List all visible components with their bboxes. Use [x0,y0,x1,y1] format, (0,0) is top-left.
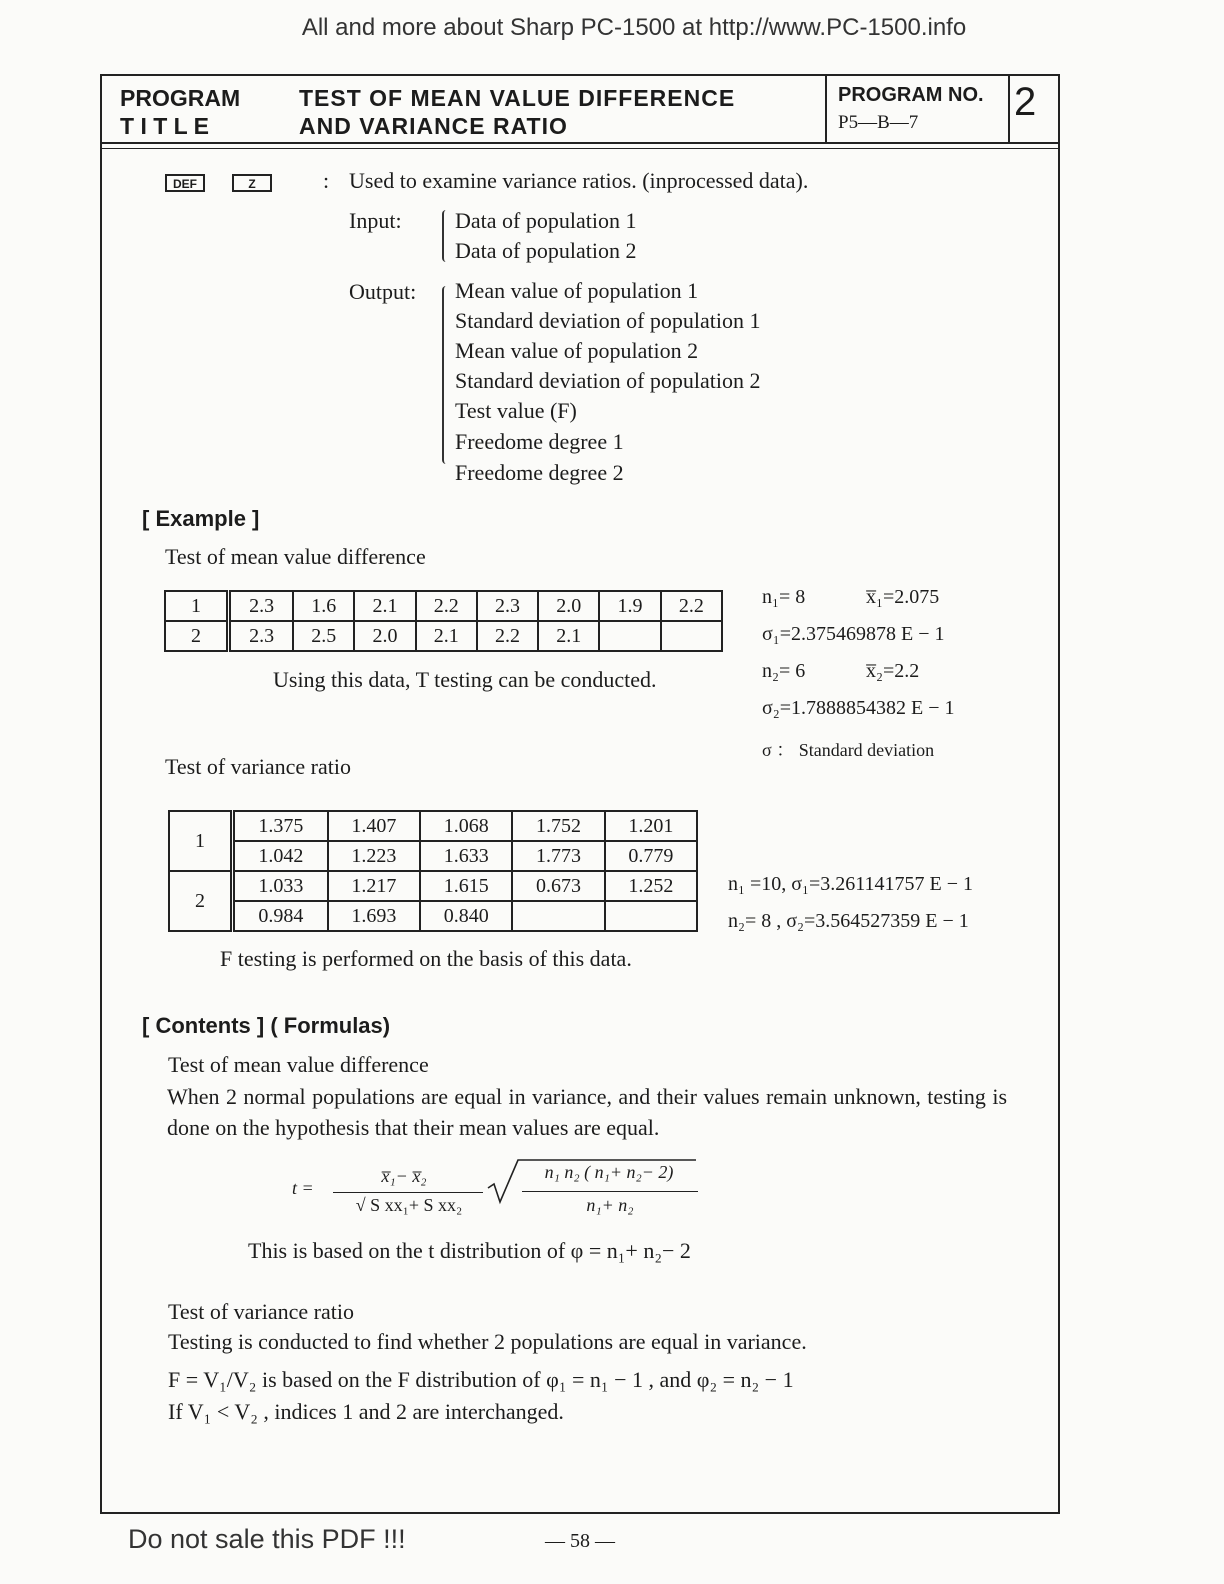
variance-test-title: Test of variance ratio [165,754,351,779]
table-cell: 2.1 [416,621,477,651]
table-cell: 0.984 [233,901,328,931]
table-cell: 1.042 [233,841,328,871]
title-line-1: TEST OF MEAN VALUE DIFFERENCE [299,85,736,111]
table-cell: 1.407 [328,811,420,841]
formula-lhs: t = [292,1178,314,1198]
table-cell: 2.3 [477,591,538,621]
table-cell [512,901,604,931]
title-line-2: AND VARIANCE RATIO [299,113,568,139]
table-cell: 2.1 [538,621,599,651]
table-cell: 1.068 [420,811,512,841]
table-cell [661,621,722,651]
key-colon: : [323,168,330,193]
contents-heading: [ Contents ] ( Formulas) [142,1013,391,1038]
program-no-value: P5—B—7 [838,112,919,133]
f-test-note: F testing is performed on the basis of this data. [220,946,632,971]
program-title-label [120,84,240,140]
key-description: Used to examine variance ratios. (inprocessed data). [349,168,809,193]
output-item: Freedome degree 2 [455,460,624,485]
table-cell: 2.2 [477,621,538,651]
formula-radicand-denominator: n₁+ n₂ [586,1195,634,1215]
fraction-bar [522,1191,698,1192]
table-cell: 0.840 [420,901,512,931]
table-cell: 2.2 [661,591,722,621]
output-item: Freedome degree 1 [455,429,624,454]
table-cell [605,901,697,931]
program-no-label: PROGRAM NO. [838,84,984,106]
table-cell: 2 [165,621,229,651]
footer-notice: Do not sale this PDF !!! [128,1524,406,1554]
header-divider [100,142,1060,144]
input-item: Data of population 2 [455,238,637,263]
output-item: Standard deviation of population 1 [455,308,761,333]
title-label: T I T L E [120,113,210,139]
program-label: PROGRAM [120,85,241,111]
table-row [165,591,722,621]
table-cell: 2.3 [229,621,294,651]
table-cell: 1.752 [512,811,604,841]
table-cell: 2.0 [538,591,599,621]
input-item: Data of population 1 [455,208,637,233]
table-cell: 1.375 [233,811,328,841]
def-key: DEF [165,174,205,192]
table-cell: 1.217 [328,871,420,901]
header-separator [825,74,827,142]
header-separator [1008,74,1010,142]
table-row [165,621,722,651]
stat-x2: x̅₂=2.2 [866,660,920,682]
variance-formula-title: Test of variance ratio [168,1299,354,1324]
variance-stats-1: n₁ =10, σ₁=3.261141757 E − 1 [728,873,974,895]
table-cell: 2.1 [354,591,415,621]
output-label: Output: [349,279,417,304]
table-cell: 1 [165,591,229,621]
table-cell: 2 [169,871,233,931]
table-cell: 2.0 [354,621,415,651]
table-cell: 1.9 [599,591,660,621]
formula-denominator: √ S xx₁+ S xx₂ [355,1195,463,1215]
output-item: Standard deviation of population 2 [455,368,761,393]
header-divider-thin [100,148,1060,149]
table-cell: 0.673 [512,871,604,901]
sigma-note: σ ： Standard deviation [762,740,935,760]
stat-s2: σ₂=1.7888854382 E − 1 [762,697,955,719]
table-cell: 1.6 [293,591,354,621]
table-row [169,871,697,901]
output-item: Mean value of population 2 [455,338,699,363]
stat-s1: σ₁=2.375469878 E − 1 [762,623,945,645]
variance-stats-2: n₂= 8 , σ₂=3.564527359 E − 1 [728,910,969,932]
mean-test-title: Test of mean value difference [165,544,426,569]
stat-n2: n₂= 6 [762,660,806,682]
table-cell: 1.201 [605,811,697,841]
mean-formula-paragraph: When 2 normal populations are equal in variance, and their values remain unknown, testing is done on the hypothesis that their mean values are equal. [167,1084,1007,1140]
table-cell: 1.773 [512,841,604,871]
mean-formula-title: Test of mean value difference [168,1052,429,1077]
output-brace [442,286,450,464]
table-cell [599,621,660,651]
table-cell: 1 [169,811,233,871]
table-cell: 1.033 [233,871,328,901]
input-brace [442,210,450,262]
stat-x1: x̅₁=2.075 [866,586,940,608]
footer-page-number: — 58 — [545,1530,615,1552]
t-test-note: Using this data, T testing can be conducted. [273,667,657,692]
variance-formula-line: Testing is conducted to find whether 2 populations are equal in variance. [168,1329,807,1354]
table-cell: 0.779 [605,841,697,871]
output-item: Test value (F) [455,398,577,423]
table-row [169,811,697,841]
table-cell: 2.3 [229,591,294,621]
table-cell: 1.633 [420,841,512,871]
table-cell: 1.693 [328,901,420,931]
variance-data-table [168,810,698,932]
page-number-box: 2 [1014,80,1037,124]
table-cell: 1.223 [328,841,420,871]
example-heading: [ Example ] [142,506,260,531]
fraction-bar [333,1192,483,1193]
output-item: Mean value of population 1 [455,278,699,303]
table-row [169,901,697,931]
program-title [299,84,735,140]
formula-radicand-numerator: n₁ n₂ ( n₁+ n₂− 2) [544,1162,674,1182]
variance-formula-line: If V₁ < V₂ , indices 1 and 2 are interchanged. [168,1399,564,1424]
table-row [169,841,697,871]
table-cell: 2.5 [293,621,354,651]
table-cell: 1.252 [605,871,697,901]
stat-n1: n₁= 8 [762,586,806,608]
t-distribution-note: This is based on the t distribution of φ = n₁+ n₂− 2 [248,1238,691,1263]
mean-data-table [164,590,723,652]
table-cell: 2.2 [416,591,477,621]
input-label: Input: [349,208,402,233]
formula-numerator: x̅₁− x̅₂ [381,1166,427,1186]
source-note: All and more about Sharp PC-1500 at http://www.PC-1500.info [301,14,967,41]
z-key: Z [232,174,272,192]
variance-formula-line: F = V₁/V₂ is based on the F distribution of φ₁ = n₁ − 1 , and φ₂ = n₂ − 1 [168,1367,794,1392]
table-cell: 1.615 [420,871,512,901]
